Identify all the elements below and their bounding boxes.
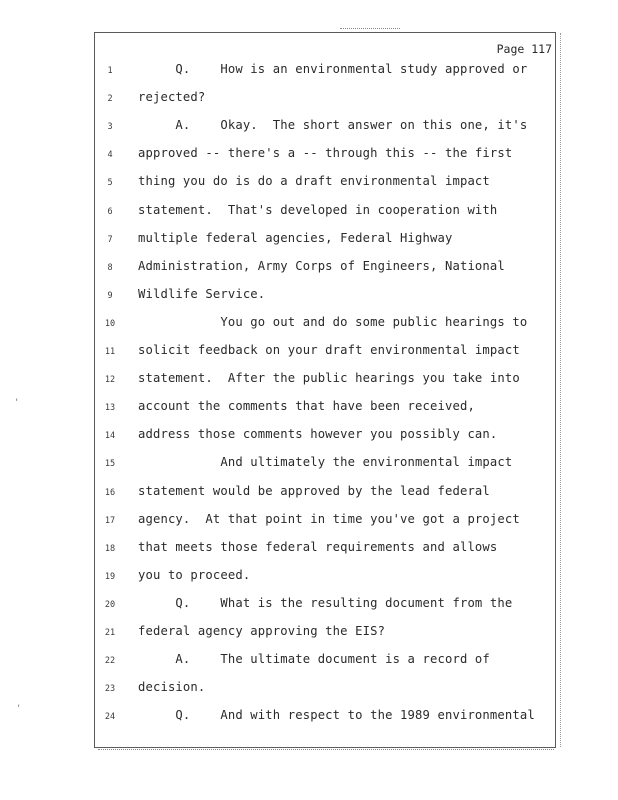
transcript-line (98, 624, 554, 644)
line-text: statement. That's developed in cooperation with (138, 202, 498, 217)
line-number: 16 (104, 487, 116, 498)
line-text: A. The ultimate document is a record of (138, 652, 490, 667)
line-number: 2 (107, 94, 113, 105)
transcript-line (98, 259, 554, 279)
line-text: thing you do is do a draft environmental impact (138, 174, 490, 189)
line-text: you to proceed. (138, 567, 251, 582)
transcript-line (98, 203, 554, 223)
transcript-line (98, 174, 554, 194)
line-number: 18 (104, 543, 116, 554)
transcript-line (98, 680, 554, 700)
transcript-line (98, 455, 554, 475)
line-number: 4 (107, 150, 113, 161)
line-number: 20 (104, 599, 116, 610)
line-text: statement would be approved by the lead federal (138, 483, 490, 498)
transcript-line (98, 287, 554, 307)
transcript-line (98, 90, 554, 110)
transcript-line (98, 343, 554, 363)
line-number: 10 (104, 318, 116, 329)
line-text: Q. What is the resulting document from the (138, 595, 513, 610)
scan-speck: ' (14, 398, 20, 408)
line-number: 14 (104, 431, 116, 442)
line-number: 6 (107, 206, 113, 217)
line-text: that meets those federal requirements and allows (138, 539, 498, 554)
line-number: 24 (104, 712, 116, 723)
scan-edge-top (340, 28, 400, 30)
transcript-line (98, 146, 554, 166)
line-text: approved -- there's a -- through this -- the first (138, 146, 513, 161)
line-text: account the comments that have been received, (138, 399, 475, 414)
transcript-line (98, 427, 554, 447)
line-text: address those comments however you possibly can. (138, 427, 498, 442)
line-number: 8 (107, 262, 113, 273)
line-number: 17 (104, 515, 116, 526)
transcript-line (98, 652, 554, 672)
line-text: A. Okay. The short answer on this one, it's (138, 118, 528, 133)
transcript-line (98, 62, 554, 82)
line-text: Q. And with respect to the 1989 environmental (138, 708, 535, 723)
transcript-line (98, 484, 554, 504)
line-text: Q. How is an environmental study approved or (138, 62, 528, 76)
line-text: Wildlife Service. (138, 286, 266, 301)
page-number-label: Page 117 (496, 42, 552, 56)
transcript-line (98, 596, 554, 616)
line-number: 23 (104, 684, 116, 695)
transcript-line (98, 708, 554, 728)
line-number: 5 (107, 178, 113, 189)
line-number: 12 (104, 375, 116, 386)
scan-speck: ' (16, 704, 22, 714)
line-text: Administration, Army Corps of Engineers, National (138, 258, 505, 273)
line-number: 11 (104, 347, 116, 357)
line-number: 22 (104, 656, 116, 667)
transcript-line (98, 512, 554, 532)
line-text: federal agency approving the EIS? (138, 624, 386, 638)
line-number: 1 (107, 66, 113, 76)
line-number: 15 (104, 459, 116, 470)
line-number: 9 (107, 290, 113, 301)
line-text: multiple federal agencies, Federal Highway (138, 230, 453, 245)
line-text: rejected? (138, 90, 206, 105)
scan-edge-bottom (98, 749, 554, 751)
transcript-line (98, 118, 554, 138)
line-text: statement. After the public hearings you take into (138, 371, 520, 386)
transcript-line (98, 371, 554, 391)
transcript-line (98, 540, 554, 560)
transcript-line (98, 568, 554, 588)
line-number: 3 (107, 122, 113, 133)
line-number: 7 (107, 234, 113, 245)
line-number: 21 (104, 628, 116, 638)
line-text: agency. At that point in time you've got a project (138, 511, 520, 526)
line-text: solicit feedback on your draft environmental impact (138, 343, 520, 357)
line-number: 19 (104, 571, 116, 582)
line-text: And ultimately the environmental impact (138, 455, 513, 470)
line-text: You go out and do some public hearings to (138, 314, 528, 329)
line-text: decision. (138, 680, 206, 695)
transcript-line (98, 315, 554, 335)
transcript-line (98, 399, 554, 419)
line-number: 13 (104, 403, 116, 414)
transcript-line (98, 231, 554, 251)
